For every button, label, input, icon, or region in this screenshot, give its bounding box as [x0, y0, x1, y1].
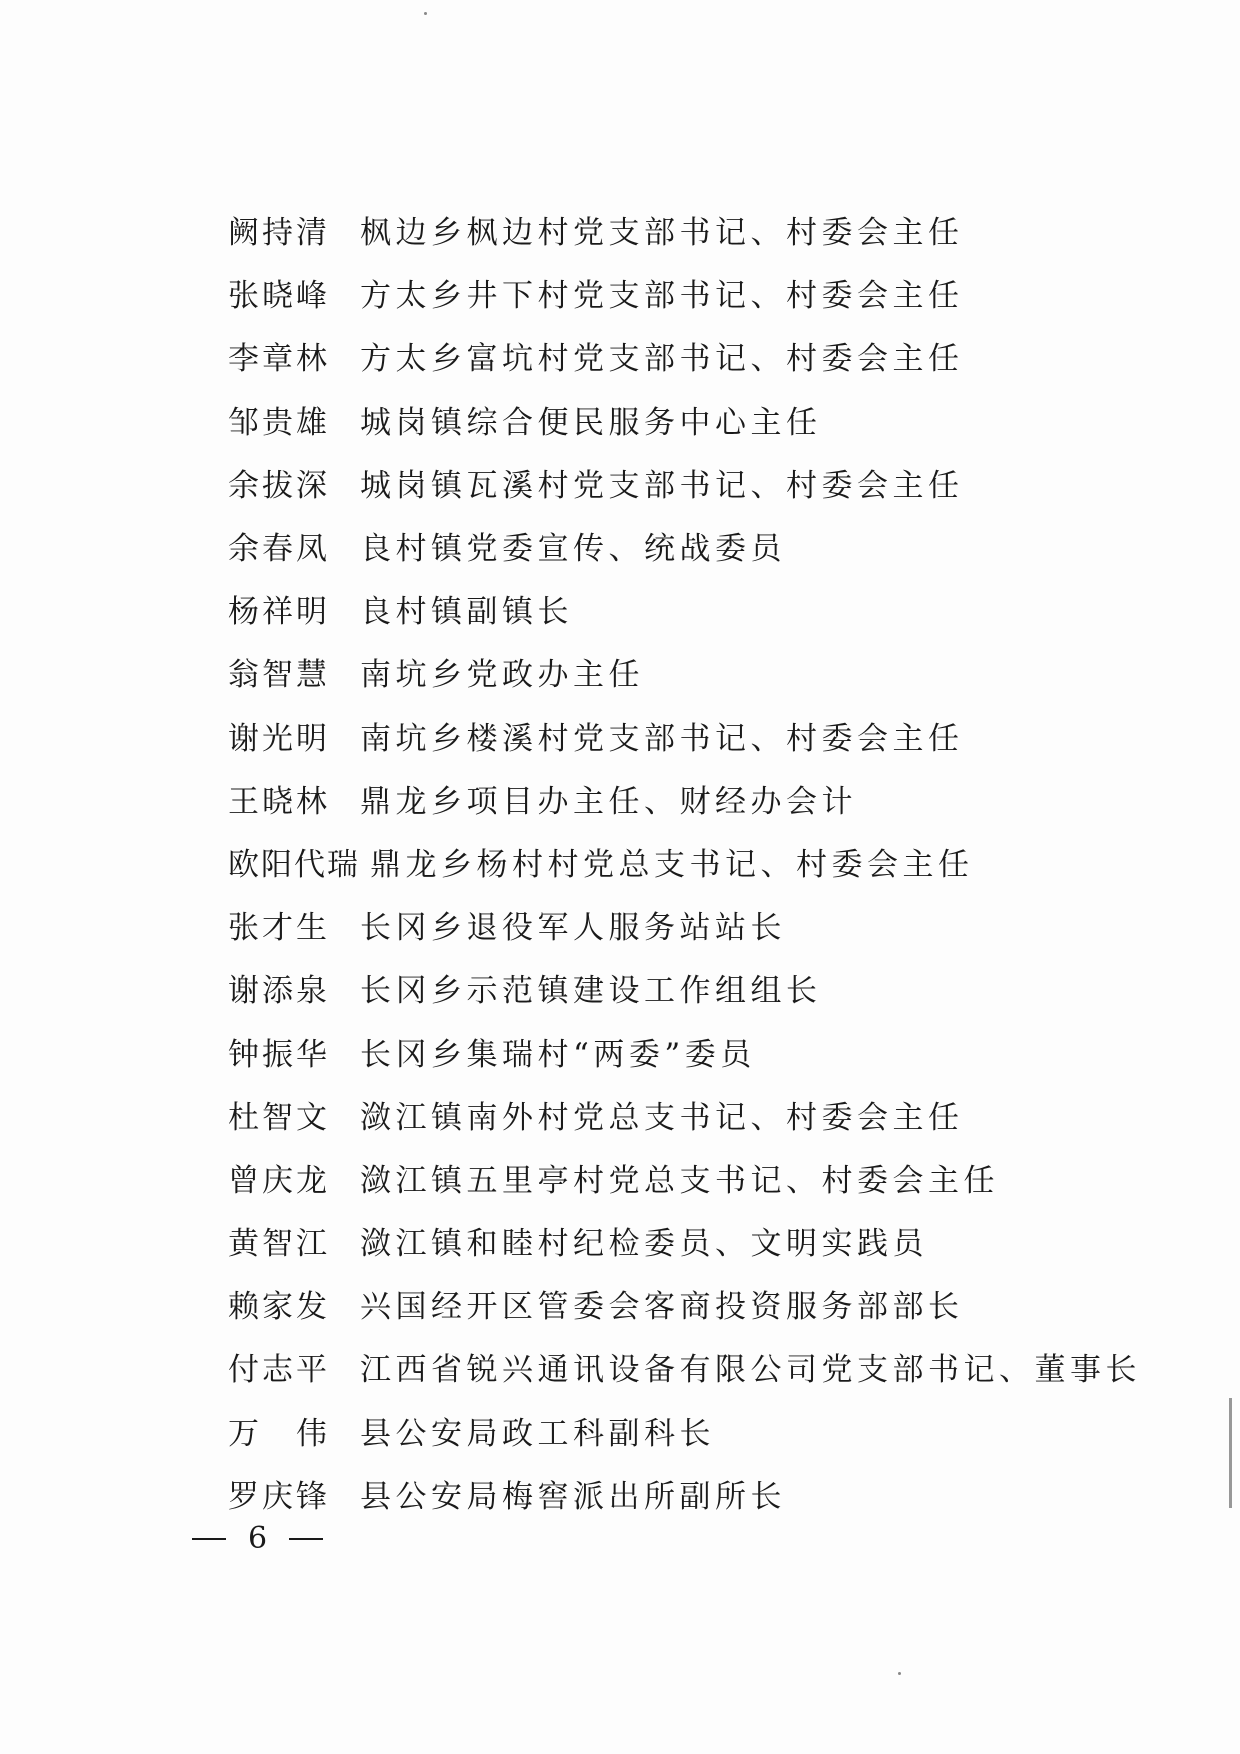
person-name: 阙持清: [228, 215, 330, 252]
list-item: [228, 956, 1158, 1019]
list-item: [228, 1399, 1158, 1462]
person-name: 钟振华: [228, 1036, 330, 1073]
person-name: 万 伟: [228, 1415, 330, 1452]
person-name: 翁智慧: [228, 657, 330, 694]
person-role: 江西省锐兴通讯设备有限公司党支部书记、董事长: [360, 1352, 1141, 1389]
person-name: 黄智江: [228, 1226, 330, 1263]
list-item: [228, 451, 1158, 514]
person-name: 余春凤: [228, 531, 330, 568]
person-role: 方太乡富坑村党支部书记、村委会主任: [360, 341, 964, 378]
list-item: [228, 514, 1158, 577]
scan-edge-mark: [1229, 1398, 1232, 1508]
person-name: 谢添泉: [228, 973, 330, 1010]
list-item: [228, 830, 1158, 893]
person-name: 张才生: [228, 910, 330, 947]
list-item: [228, 388, 1158, 451]
page-number: 6: [248, 1521, 268, 1556]
person-name: 杨祥明: [228, 594, 330, 631]
person-role: 鼎龙乡杨村村党总支书记、村委会主任: [370, 846, 974, 883]
person-role: 兴国经开区管委会客商投资服务部部长: [360, 1289, 964, 1326]
person-role: 县公安局政工科副科长: [360, 1415, 715, 1452]
list-item: [228, 640, 1158, 703]
person-role: 城岗镇综合便民服务中心主任: [360, 404, 822, 441]
person-role: 长冈乡示范镇建设工作组组长: [360, 973, 822, 1010]
dash-decoration: [289, 1538, 323, 1540]
scan-speck: [424, 12, 427, 15]
page-footer: [192, 1521, 323, 1556]
list-item: [228, 1209, 1158, 1272]
person-name: 付志平: [228, 1352, 330, 1389]
person-role: 潋江镇和睦村纪检委员、文明实践员: [360, 1226, 928, 1263]
list-item: [228, 1335, 1158, 1398]
person-role: 县公安局梅窖派出所副所长: [360, 1478, 786, 1515]
person-name: 杜智文: [228, 1099, 330, 1136]
list-item: [228, 198, 1158, 261]
person-role: 长冈乡退役军人服务站站长: [360, 910, 786, 947]
person-name: 余拔深: [228, 467, 330, 504]
person-name: 谢光明: [228, 720, 330, 757]
list-item: [228, 1083, 1158, 1146]
person-role: 南坑乡党政办主任: [360, 657, 644, 694]
list-item: [228, 1019, 1158, 1082]
person-role: 良村镇党委宣传、统战委员: [360, 531, 786, 568]
person-name: 欧阳代瑞: [228, 846, 360, 883]
list-item: [228, 893, 1158, 956]
person-name: 王晓林: [228, 783, 330, 820]
list-item: [228, 1272, 1158, 1335]
person-role: 枫边乡枫边村党支部书记、村委会主任: [360, 215, 964, 252]
person-role: 长冈乡集瑞村“两委”委员: [360, 1036, 756, 1073]
person-role: 南坑乡楼溪村党支部书记、村委会主任: [360, 720, 964, 757]
person-name: 赖家发: [228, 1289, 330, 1326]
person-role: 良村镇副镇长: [360, 594, 573, 631]
person-name: 罗庆锋: [228, 1478, 330, 1515]
person-role: 城岗镇瓦溪村党支部书记、村委会主任: [360, 467, 964, 504]
list-item: [228, 261, 1158, 324]
list-item: [228, 1146, 1158, 1209]
scan-speck: [898, 1672, 901, 1675]
person-role: 方太乡井下村党支部书记、村委会主任: [360, 278, 964, 315]
person-name: 邹贵雄: [228, 404, 330, 441]
person-role: 鼎龙乡项目办主任、财经办会计: [360, 783, 857, 820]
list-item: [228, 1462, 1158, 1525]
person-role: 潋江镇南外村党总支书记、村委会主任: [360, 1099, 964, 1136]
person-name: 曾庆龙: [228, 1162, 330, 1199]
personnel-list: [228, 198, 1158, 1525]
person-name: 张晓峰: [228, 278, 330, 315]
person-name: 李章林: [228, 341, 330, 378]
list-item: [228, 577, 1158, 640]
list-item: [228, 767, 1158, 830]
dash-decoration: [192, 1538, 226, 1540]
list-item: [228, 324, 1158, 387]
person-role: 潋江镇五里亭村党总支书记、村委会主任: [360, 1162, 999, 1199]
list-item: [228, 704, 1158, 767]
